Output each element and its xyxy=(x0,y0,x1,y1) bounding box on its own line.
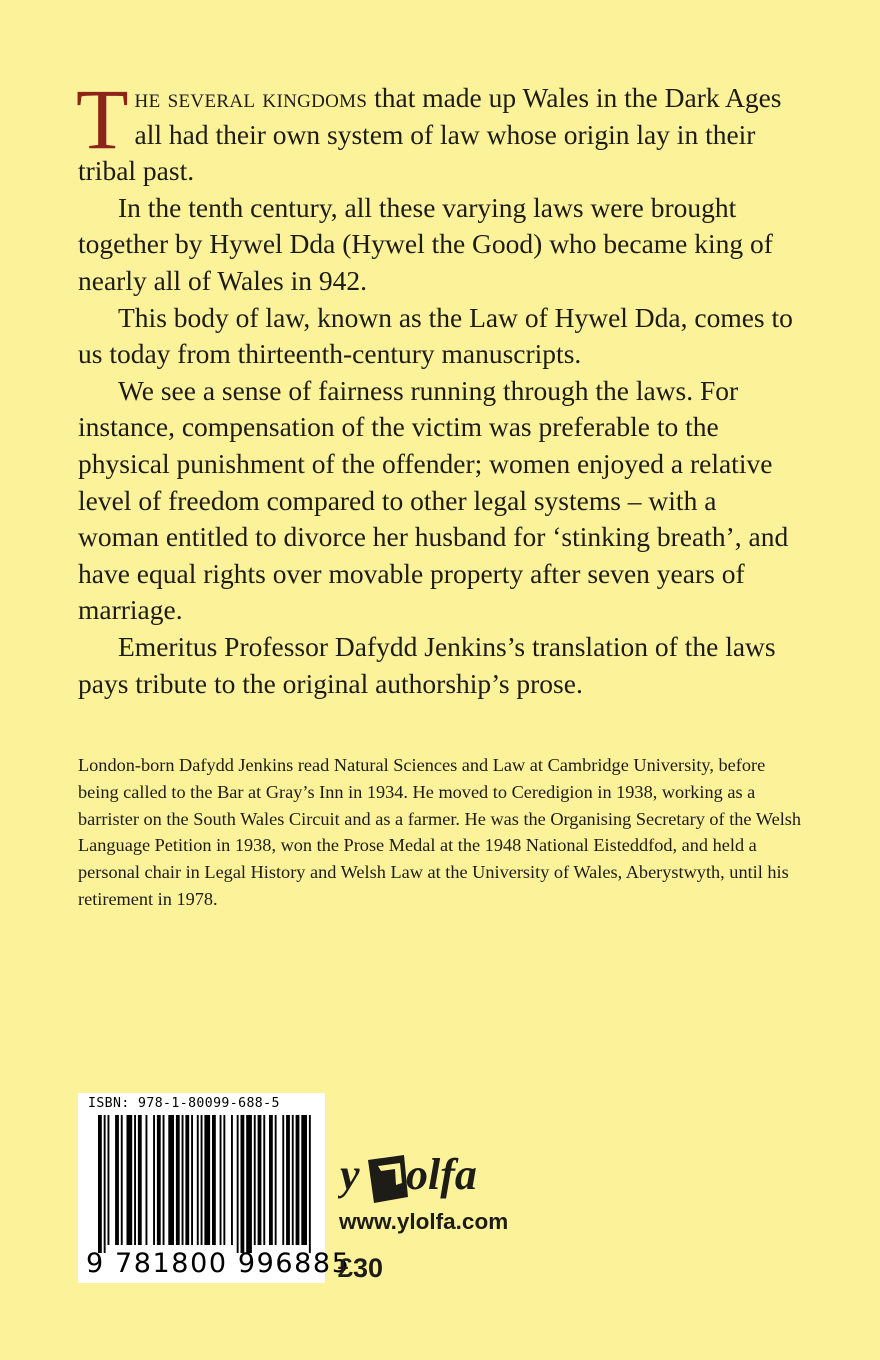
barcode-bar xyxy=(168,1115,174,1245)
blurb-paragraph-5: Emeritus Professor Dafydd Jenkins’s translation of the laws pays tribute to the original authorship’s prose. xyxy=(78,630,776,699)
barcode-bar xyxy=(296,1115,300,1245)
barcode-bar xyxy=(204,1115,210,1245)
isbn-label: ISBN: 978-1-80099-688-5 xyxy=(88,1096,280,1111)
barcode-bar xyxy=(201,1115,203,1245)
blurb-paragraph-3: This body of law, known as the Law of Hywel Dda, comes to us today from thirteenth-century manuscripts. xyxy=(78,301,793,370)
barcode-bar xyxy=(254,1115,256,1245)
barcode-bar xyxy=(286,1115,290,1245)
barcode-bar xyxy=(258,1115,262,1245)
back-cover-blurb xyxy=(76,71,798,702)
barcode-bar xyxy=(241,1115,245,1253)
barcode-bar xyxy=(246,1115,252,1253)
barcode-bar xyxy=(212,1115,216,1245)
barcode-bar xyxy=(269,1115,273,1245)
barcode-bar xyxy=(138,1115,142,1245)
barcode-bar xyxy=(309,1115,311,1253)
barcode-bar xyxy=(176,1115,180,1245)
lead-in-small-caps: he several kingdoms xyxy=(134,82,368,113)
barcode-bar xyxy=(108,1115,110,1245)
blurb-paragraph-4: We see a sense of fairness running through the laws. For instance, compensation of the victim was preferable to the physical punishment of the offender; women enjoyed a relative level of freedom compared to other legal systems – with a woman entitled to divorce her husband for ‘stinking breath’, and have equal rights over movable property after seven years of marriage. xyxy=(78,374,789,626)
price: £30 xyxy=(338,1253,384,1283)
barcode-bar xyxy=(121,1115,123,1245)
barcode-bar xyxy=(157,1115,161,1245)
isbn-barcode xyxy=(78,1093,351,1283)
barcode-bar xyxy=(292,1115,294,1245)
barcode-bar xyxy=(185,1115,189,1245)
barcode-bar xyxy=(301,1115,307,1245)
barcode-bar xyxy=(163,1115,165,1245)
barcode-bar xyxy=(182,1115,184,1245)
author-bio: London-born Dafydd Jenkins read Natural Sciences and Law at Cambridge University, before being called to the Bar at Gray’s Inn in 1934. He moved to Ceredigion in 1938, working as a barrister on the South Wales Circuit and as a farmer. He was the Organising Secretary of the Welsh Language Petition in 1938, won the Prose Medal at the 1948 National Eisteddfod, and held a personal chair in Legal History and Welsh Law at the University of Wales, Aberystwyth, until his retirement in 1978. xyxy=(78,755,802,909)
svg-text:y: y xyxy=(340,1150,360,1199)
barcode-bar xyxy=(127,1115,133,1245)
svg-text:olfa: olfa xyxy=(406,1150,477,1199)
blurb-paragraph-2: In the tenth century, all these varying laws were brought together by Hywel Dda (Hywel the Good) who became king of nearly all of Wales in 942. xyxy=(78,191,773,296)
barcode-bar xyxy=(275,1115,277,1245)
barcode-bar xyxy=(98,1115,102,1253)
barcode-bar xyxy=(115,1115,119,1245)
drop-cap: T xyxy=(76,71,129,167)
blurb-paragraph-1-text: that made up Wales in the Dark Ages all had their own system of law whose origin lay in their tribal past. xyxy=(78,82,782,187)
barcode-bar xyxy=(231,1115,233,1245)
barcode-bar xyxy=(220,1115,222,1245)
barcode-bar xyxy=(263,1115,265,1245)
blurb-paragraph-1 xyxy=(76,71,798,190)
barcode-bar xyxy=(134,1115,136,1245)
publisher-website: www.ylolfa.com xyxy=(339,1209,509,1234)
y-lolfa-logo xyxy=(338,1145,498,1205)
barcode-bar xyxy=(237,1115,239,1253)
barcode-bar xyxy=(153,1115,155,1245)
barcode-bar xyxy=(282,1115,284,1245)
barcode-bar xyxy=(146,1115,148,1245)
barcode-bar xyxy=(197,1115,199,1245)
barcode-digits: 9 781800 996885 xyxy=(86,1248,351,1279)
barcode-bar xyxy=(223,1115,225,1245)
barcode-bar xyxy=(104,1115,106,1253)
barcode-bar xyxy=(191,1115,193,1245)
